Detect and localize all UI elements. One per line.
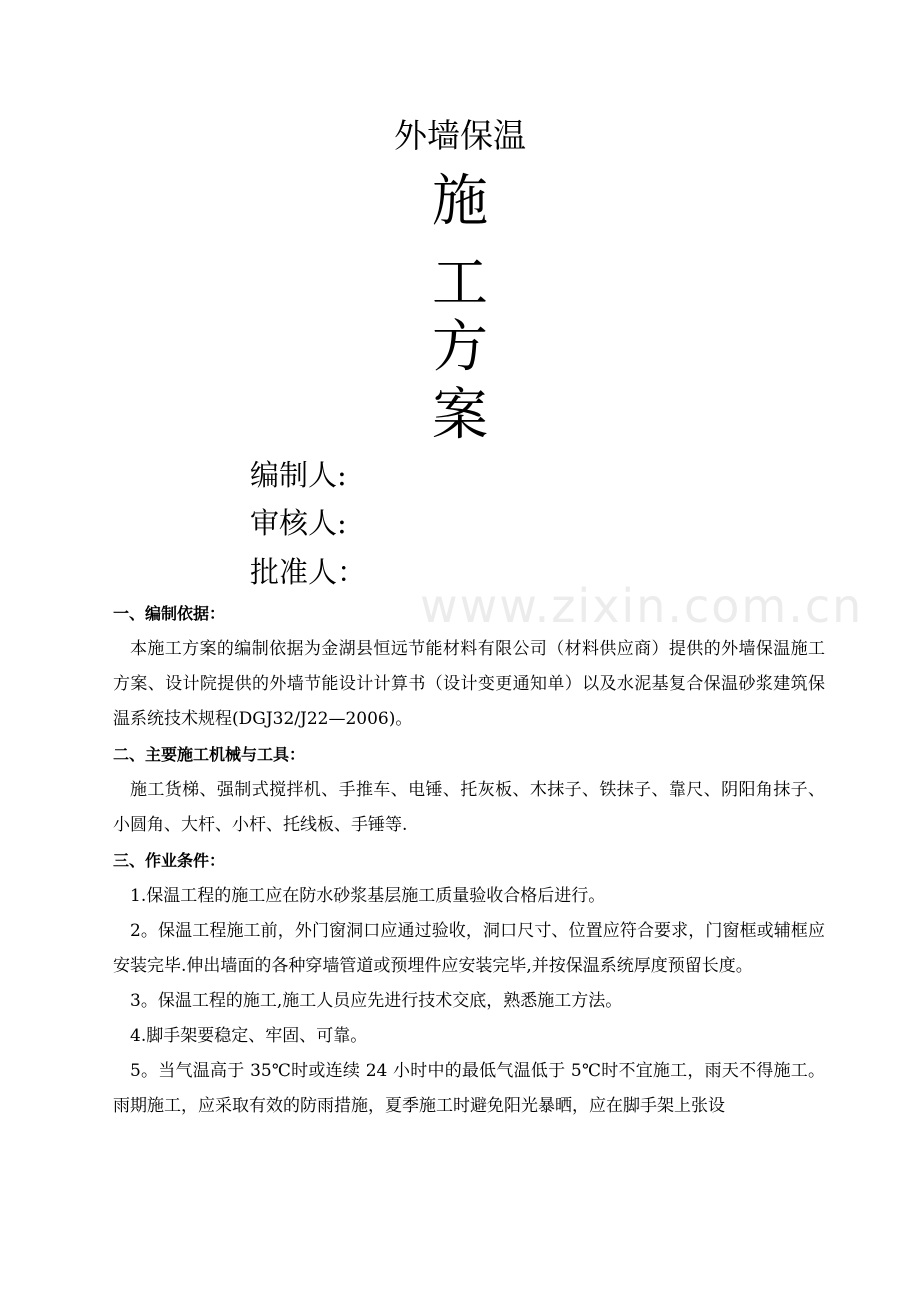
paragraph: 5。当气温高于 35℃时或连续 24 小时中的最低气温低于 5℃时不宜施工，雨天不得施工。雨期施工，应采取有效的防雨措施，夏季施工时避免阳光暴晒，应在脚手架上张设 — [113, 1061, 825, 1116]
site-watermark: www.zixin.com.cn — [420, 579, 864, 633]
paragraph: 施工货梯、强制式搅拌机、手推车、电锤、托灰板、木抹子、铁抹子、靠尺、阴阳角抹子、小圆角、大杆、小杆、托线板、手锤等. — [113, 780, 825, 835]
paragraph: 3。保温工程的施工,施工人员应先进行技术交底，熟悉施工方法。 — [130, 991, 623, 1011]
signature-approver: 批准人： — [250, 555, 367, 589]
paragraph: 本施工方案的编制依据为金湖县恒远节能材料有限公司（材料供应商）提供的外墙保温施工方案、设计院提供的外墙节能设计计算书（设计变更通知单）以及水泥基复合保温砂浆建筑保温系统技术规程(DGJ32/J22—2006)。 — [113, 639, 825, 729]
paragraph: 4.脚手架要稳定、牢固、可靠。 — [130, 1026, 368, 1046]
section-conditions — [113, 843, 825, 1124]
paragraph: 1.保温工程的施工应在防水砂浆基层施工质量验收合格后进行。 — [130, 886, 606, 906]
section-heading: 一、编制依据： — [113, 604, 226, 623]
cover-title-char-4: 案 — [432, 383, 488, 448]
document-body — [113, 596, 825, 1124]
section-basis — [113, 596, 825, 737]
paragraph: 2。保温工程施工前，外门窗洞口应通过验收，洞口尺寸、位置应符合要求，门窗框或辅框应安装完毕.伸出墙面的各种穿墙管道或预埋件应安装完毕,并按保温系统厚度预留长度。 — [113, 921, 825, 976]
section-heading: 三、作业条件： — [113, 851, 226, 870]
cover-title-char-3: 方 — [432, 315, 488, 380]
section-tools — [113, 737, 825, 843]
cover-title-char-1: 施 — [432, 169, 488, 234]
cover-title-char-2: 工 — [432, 251, 488, 316]
section-heading: 二、主要施工机械与工具： — [113, 745, 306, 764]
cover-subtitle: 外墙保温 — [394, 116, 526, 155]
signature-compiler: 编制人: — [250, 458, 347, 492]
signature-reviewer: 审核人: — [250, 506, 347, 540]
